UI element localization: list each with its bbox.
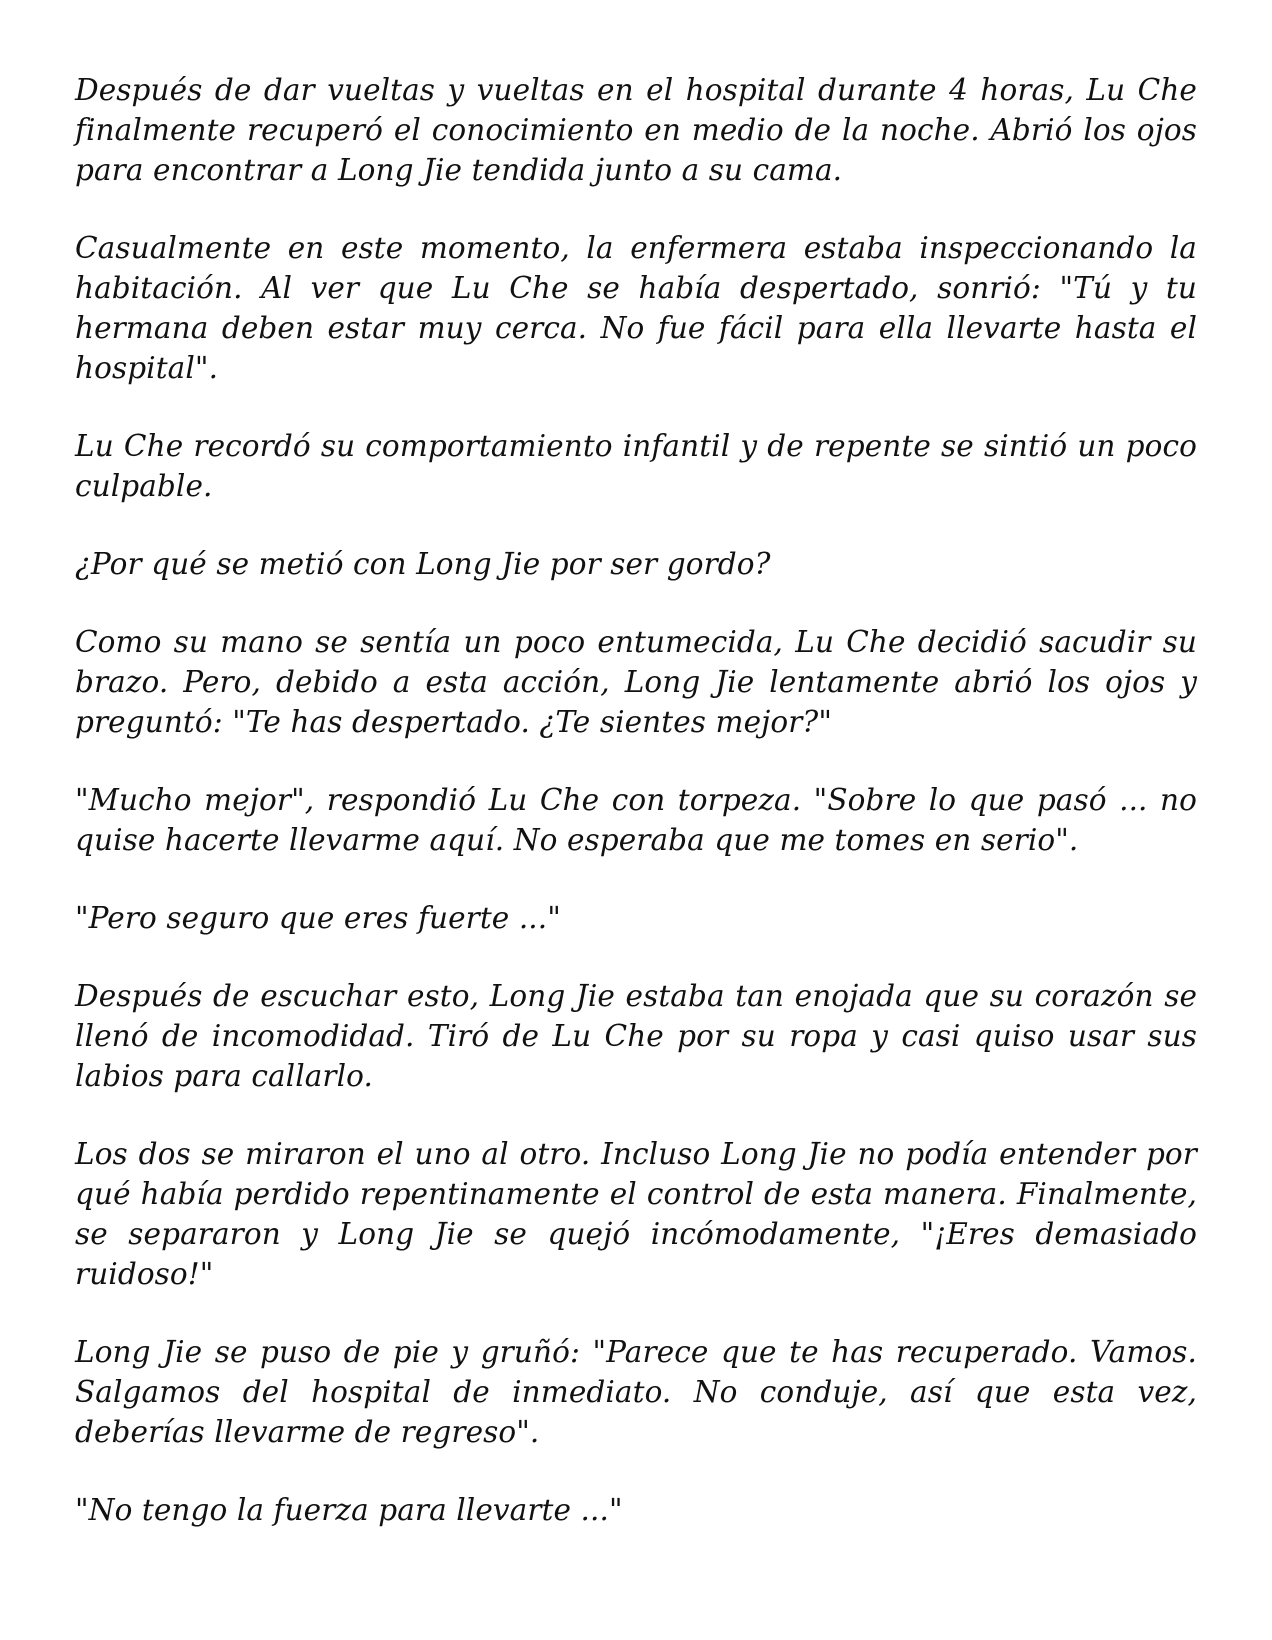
paragraph-10: Long Jie se puso de pie y gruñó: "Parece que te has recuperado. Vamos. Salgamos del hospital de inmediato. No conduje, así que esta vez, deberías llevarme de regreso". [75, 1335, 1197, 1449]
paragraph-2: Casualmente en este momento, la enfermera estaba inspeccionando la habitación. Al ver que Lu Che se había despertado, sonrió: "Tú y tu hermana deben estar muy cerca. No fue fácil para ella llevarte hasta el hospital". [75, 231, 1197, 385]
paragraph-7: "Pero seguro que eres fuerte ..." [75, 901, 561, 935]
paragraph-11: "No tengo la fuerza para llevarte ..." [75, 1493, 623, 1527]
paragraph-9: Los dos se miraron el uno al otro. Incluso Long Jie no podía entender por qué había perdido repentinamente el control de esta manera. Finalmente, se separaron y Long Jie se quejó incómodamente, "¡Eres demasiado ruidoso!" [75, 1137, 1197, 1291]
paragraph-6: "Mucho mejor", respondió Lu Che con torpeza. "Sobre lo que pasó ... no quise hacerte llevarme aquí. No esperaba que me tomes en serio". [75, 783, 1197, 857]
paragraph-8: Después de escuchar esto, Long Jie estaba tan enojada que su corazón se llenó de incomodidad. Tiró de Lu Che por su ropa y casi quiso usar sus labios para callarlo. [75, 979, 1197, 1093]
paragraph-3: Lu Che recordó su comportamiento infantil y de repente se sintió un poco culpable. [75, 429, 1197, 503]
paragraph-1: Después de dar vueltas y vueltas en el hospital durante 4 horas, Lu Che finalmente recuperó el conocimiento en medio de la noche. Abrió los ojos para encontrar a Long Jie tendida junto a su cama. [75, 73, 1197, 187]
paragraph-4: ¿Por qué se metió con Long Jie por ser gordo? [75, 547, 771, 581]
paragraph-5: Como su mano se sentía un poco entumecida, Lu Che decidió sacudir su brazo. Pero, debido a esta acción, Long Jie lentamente abrió los ojos y preguntó: "Te has despertado. ¿Te sientes mejor?" [75, 625, 1197, 739]
